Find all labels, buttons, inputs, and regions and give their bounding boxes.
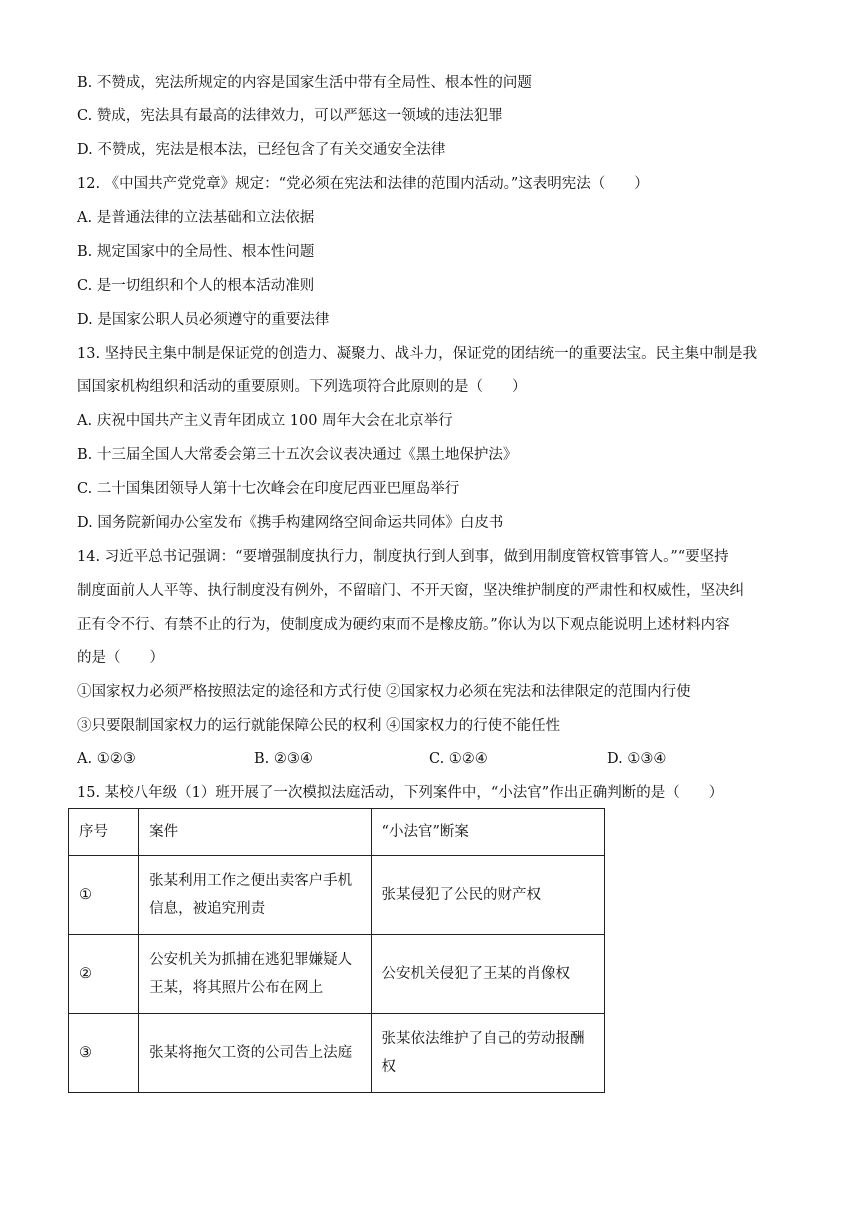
row-judgement: 张某依法维护了自己的劳动报酬权 <box>371 1014 604 1093</box>
q15-stem: 15. 某校八年级（1）班开展了一次模拟法庭活动，下列案件中，“小法官”作出正确判断的是（ ） <box>77 785 724 801</box>
table-row <box>69 1014 605 1093</box>
row-judgement: 公安机关侵犯了王某的肖像权 <box>371 935 604 1014</box>
q12-option-b: B. 规定国家中的全局性、根本性问题 <box>77 244 315 260</box>
q14-statements-3-4: ③只要限制国家权力的运行就能保障公民的权利 ④国家权力的行使不能任性 <box>77 718 561 734</box>
q11-option-c: C. 赞成，宪法具有最高的法律效力，可以严惩这一领域的违法犯罪 <box>77 108 503 124</box>
row-case: 公安机关为抓捕在逃犯罪嫌疑人王某，将其照片公布在网上 <box>139 935 371 1014</box>
q14-statements-1-2: ①国家权力必须严格按照法定的途径和方式行使 ②国家权力必须在宪法和法律限定的范围内行使 <box>77 684 691 700</box>
q13-option-c: C. 二十国集团领导人第十七次峰会在印度尼西亚巴厘岛举行 <box>77 481 460 497</box>
header-number: 序号 <box>69 809 139 856</box>
case-table <box>68 808 605 1093</box>
q14-option-c: C. ①②④ <box>429 751 488 767</box>
q13-option-d: D. 国务院新闻办公室发布《携手构建网络空间命运共同体》白皮书 <box>77 515 504 531</box>
header-case: 案件 <box>139 809 371 856</box>
row-judgement: 张某侵犯了公民的财产权 <box>371 856 604 935</box>
q14-option-d: D. ①③④ <box>607 751 667 767</box>
q13-option-b: B. 十三届全国人大常委会第三十五次会议表决通过《黑土地保护法》 <box>77 447 518 463</box>
table-row <box>69 935 605 1014</box>
q14-stem-line2: 制度面前人人平等、执行制度没有例外，不留暗门、不开天窗，坚决维护制度的严肃性和权威性，坚决纠 <box>77 583 744 599</box>
q13-option-a: A. 庆祝中国共产主义青年团成立 100 周年大会在北京举行 <box>77 413 453 429</box>
q14-option-b: B. ②③④ <box>254 751 313 767</box>
q14-stem-line1: 14. 习近平总书记强调：“要增强制度执行力，制度执行到人到事，做到用制度管权管事管人。”“要坚持 <box>77 549 729 565</box>
q12-option-c: C. 是一切组织和个人的根本活动准则 <box>77 278 315 294</box>
q11-option-b: B. 不赞成，宪法所规定的内容是国家生活中带有全局性、根本性的问题 <box>77 75 532 91</box>
q12-option-d: D. 是国家公职人员必须遵守的重要法律 <box>77 312 330 328</box>
table-header-row <box>69 809 605 856</box>
q11-option-d: D. 不赞成，宪法是根本法，已经包含了有关交通安全法律 <box>77 142 446 158</box>
row-case: 张某将拖欠工资的公司告上法庭 <box>139 1014 371 1093</box>
q12-stem: 12. 《中国共产党党章》规定：“党必须在宪法和法律的范围内活动。”这表明宪法（ ） <box>77 176 649 192</box>
q12-option-a: A. 是普通法律的立法基础和立法依据 <box>77 210 315 226</box>
q14-options <box>77 749 797 769</box>
row-number: ③ <box>69 1014 139 1093</box>
q14-stem-line4: 的是（ ） <box>77 650 164 666</box>
row-number: ② <box>69 935 139 1014</box>
q14-option-a: A. ①②③ <box>77 751 136 767</box>
q14-stem-line3: 正有令不行、有禁不止的行为，使制度成为硬约束而不是橡皮筋。”你认为以下观点能说明上述材料内容 <box>77 617 730 633</box>
header-judgement: “小法官”断案 <box>371 809 604 856</box>
row-case: 张某利用工作之便出卖客户手机信息，被追究刑责 <box>139 856 371 935</box>
row-number: ① <box>69 856 139 935</box>
q13-stem-line1: 13. 坚持民主集中制是保证党的创造力、凝聚力、战斗力，保证党的团结统一的重要法宝。民主集中制是我 <box>77 346 758 362</box>
q13-stem-line2: 国国家机构组织和活动的重要原则。下列选项符合此原则的是（ ） <box>77 379 527 395</box>
table-row <box>69 856 605 935</box>
